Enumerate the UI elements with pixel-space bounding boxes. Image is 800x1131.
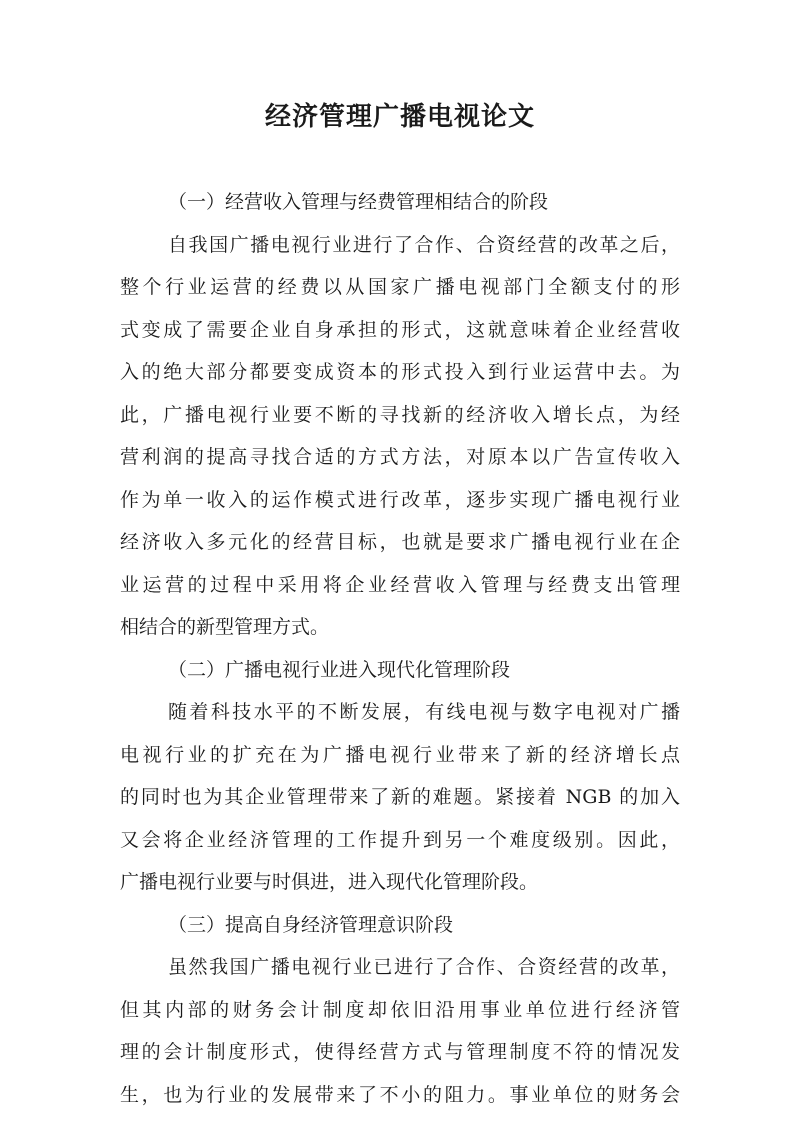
paragraph-line: 作为单一收入的运作模式进行改革，逐步实现广播电视行业 (120, 488, 680, 511)
paragraph-line: 此，广播电视行业要不断的寻找新的经济收入增长点，为经 (120, 403, 680, 426)
paragraph-line: 营利润的提高寻找合适的方式方法，对原本以广告宣传收入 (120, 446, 680, 468)
paragraph-line: 式变成了需要企业自身承担的形式，这就意味着企业经营收 (120, 318, 680, 341)
paragraph-line: 的同时也为其企业管理带来了新的难题。紧接着 NGB 的加入 (120, 786, 680, 808)
section-heading-3: （三）提高自身经济管理意识阶段 (168, 913, 454, 936)
paragraph-line: 生，也为行业的发展带来了不小的阻力。事业单位的财务会 (120, 1083, 680, 1106)
paragraph-line: 电视行业的扩充在为广播电视行业带来了新的经济增长点 (120, 743, 680, 766)
paragraph-line: 入的绝大部分都要变成资本的形式投入到行业运营中去。为 (120, 361, 680, 383)
paragraph-line: 自我国广播电视行业进行了合作、合资经营的改革之后， (168, 233, 680, 256)
document-body (120, 181, 680, 1116)
document-title: 经济管理广播电视论文 (264, 102, 535, 132)
section-heading-2: （二）广播电视行业进入现代化管理阶段 (168, 658, 511, 681)
paragraph-line: 理的会计制度形式，使得经营方式与管理制度不符的情况发 (120, 1041, 680, 1063)
paragraph-line: 业运营的过程中采用将企业经营收入管理与经费支出管理 (120, 573, 680, 596)
paragraph-line: 但其内部的财务会计制度却依旧沿用事业单位进行经济管 (120, 998, 680, 1021)
paragraph-line: 整个行业运营的经费以从国家广播电视部门全额支付的形 (120, 276, 680, 298)
paragraph-line: 经济收入多元化的经营目标，也就是要求广播电视行业在企 (120, 531, 680, 553)
paragraph-line: 又会将企业经济管理的工作提升到另一个难度级别。因此， (120, 828, 680, 851)
section-heading-1: （一）经营收入管理与经费管理相结合的阶段 (168, 191, 549, 213)
paragraph-line: 广播电视行业要与时俱进，进入现代化管理阶段。 (120, 871, 539, 893)
paragraph-line: 相结合的新型管理方式。 (120, 616, 330, 638)
paragraph-line: 虽然我国广播电视行业已进行了合作、合资经营的改革， (168, 956, 680, 978)
paragraph-line: 随着科技水平的不断发展，有线电视与数字电视对广播 (168, 701, 680, 723)
